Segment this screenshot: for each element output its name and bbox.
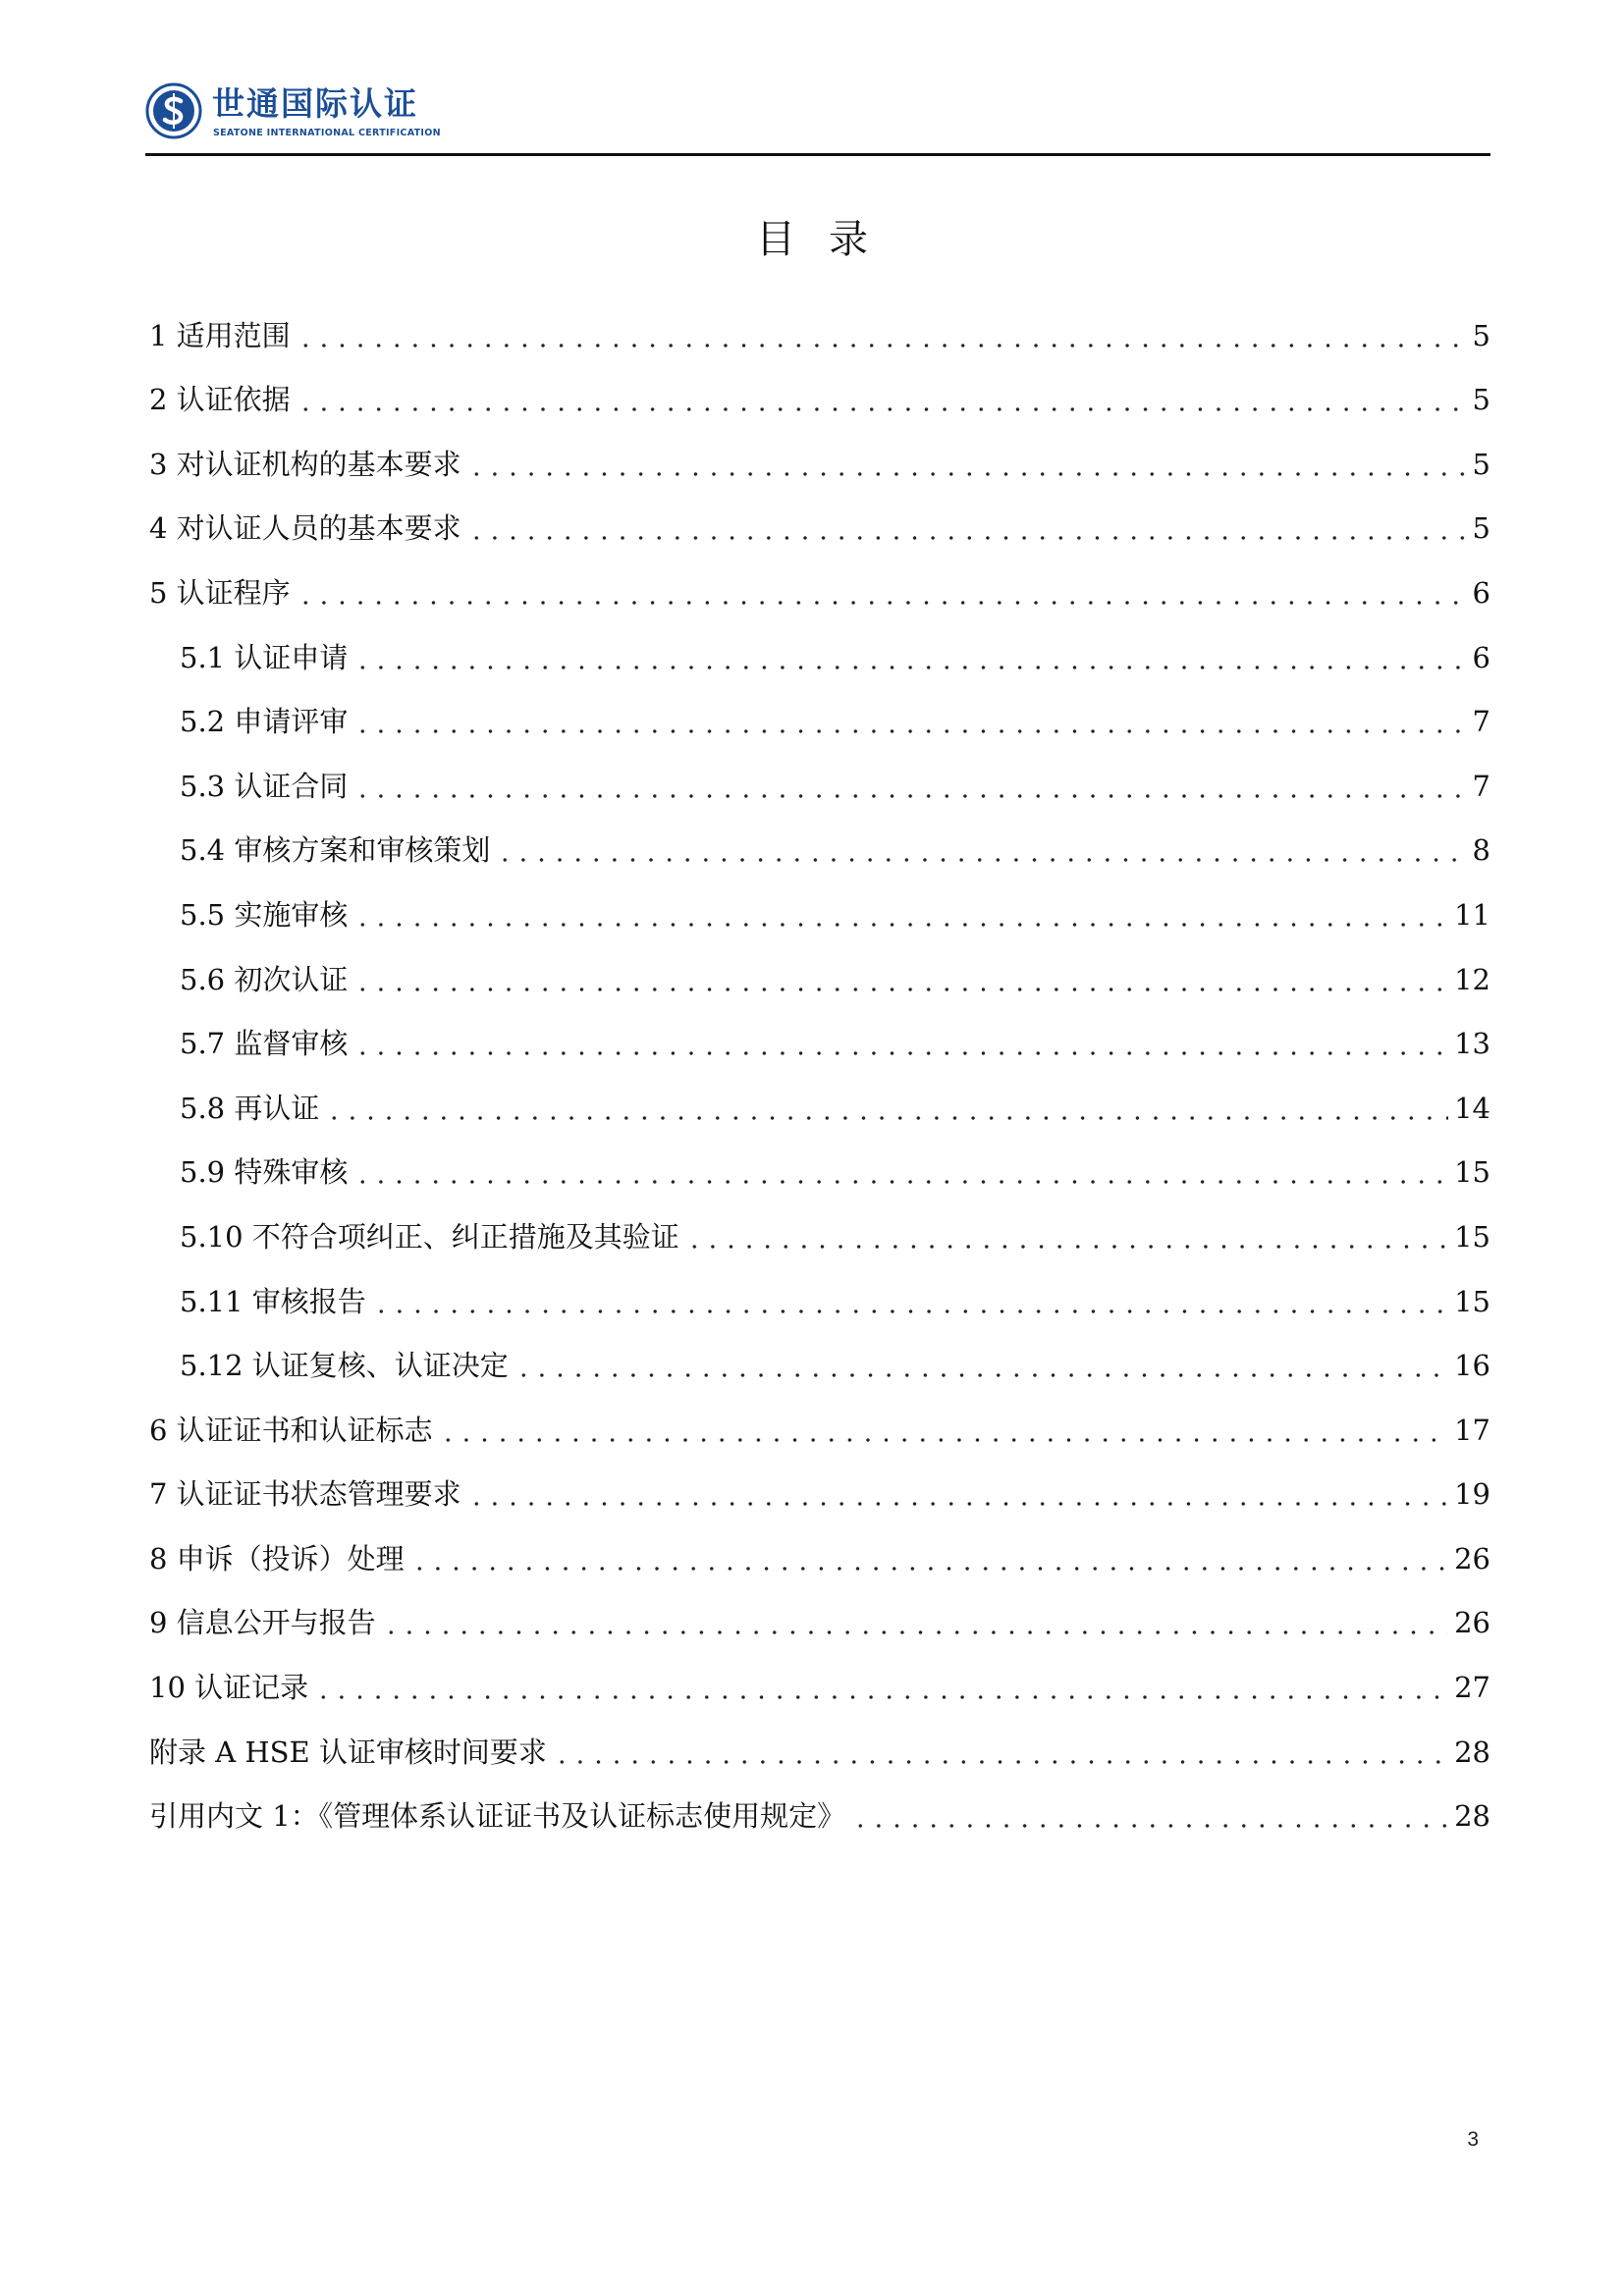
toc-entry[interactable] <box>149 1452 1490 1517</box>
toc-entry[interactable] <box>149 550 1490 614</box>
toc-entry[interactable] <box>149 743 1490 808</box>
seatone-logo-icon <box>145 82 202 139</box>
toc-entry-page: 13 <box>1454 1027 1490 1061</box>
toc-entry-label: 2 认证依据 <box>149 383 291 417</box>
toc-entry-label: 5.3 认证合同 <box>180 769 349 803</box>
toc-entry[interactable] <box>149 1130 1490 1195</box>
logo-chinese-name: 世通国际认证 <box>212 84 418 123</box>
toc-entry-label: 9 信息公开与报告 <box>149 1606 376 1640</box>
toc-entry-page: 5 <box>1472 383 1490 417</box>
toc-entry-label: 5 认证程序 <box>149 575 291 610</box>
toc-entry-page: 14 <box>1454 1091 1490 1125</box>
toc-entry-page: 12 <box>1454 962 1490 996</box>
toc-dot-leader <box>685 1215 1448 1258</box>
toc-dot-leader <box>851 1794 1448 1838</box>
toc-entry-page: 28 <box>1454 1735 1490 1769</box>
toc-dot-leader <box>325 1087 1448 1130</box>
toc-entry-page: 5 <box>1472 318 1490 352</box>
toc-entry-page: 7 <box>1472 705 1490 739</box>
toc-entry-label: 5.10 不符合项纠正、纠正措施及其验证 <box>180 1219 679 1254</box>
toc-entry-page: 26 <box>1454 1541 1490 1575</box>
toc-dot-leader <box>297 378 1467 421</box>
toc-dot-leader <box>353 893 1448 936</box>
toc-entry-label: 5.12 认证复核、认证决定 <box>180 1349 509 1383</box>
toc-entry-page: 27 <box>1454 1671 1490 1705</box>
toc-entry[interactable] <box>149 357 1490 422</box>
toc-entry-label: 8 申诉（投诉）处理 <box>149 1541 405 1575</box>
toc-entry-label: 5.1 认证申请 <box>180 640 349 674</box>
toc-entry-label: 7 认证证书状态管理要求 <box>149 1477 461 1512</box>
toc-entry-page: 15 <box>1454 1219 1490 1254</box>
toc-entry-page: 26 <box>1454 1606 1490 1640</box>
logo-english-name: SEATONE INTERNATIONAL CERTIFICATION <box>213 128 441 138</box>
toc-entry[interactable] <box>149 1258 1490 1323</box>
toc-entry-label: 5.5 实施审核 <box>180 897 349 932</box>
toc-entry[interactable] <box>149 1580 1490 1645</box>
toc-entry-label: 5.11 审核报告 <box>180 1284 366 1318</box>
toc-dot-leader <box>314 1666 1448 1709</box>
table-of-contents <box>149 293 1490 1838</box>
toc-entry-page: 17 <box>1454 1413 1490 1447</box>
toc-entry-label: 5.4 审核方案和审核策划 <box>180 833 491 868</box>
toc-entry[interactable] <box>149 293 1490 357</box>
toc-entry-page: 11 <box>1454 897 1490 932</box>
toc-dot-leader <box>382 1601 1448 1644</box>
toc-entry[interactable] <box>149 421 1490 486</box>
toc-entry[interactable] <box>149 1774 1490 1839</box>
toc-entry-page: 6 <box>1472 640 1490 674</box>
toc-entry[interactable] <box>149 1709 1490 1774</box>
toc-entry[interactable] <box>149 1644 1490 1709</box>
toc-entry-page: 15 <box>1454 1155 1490 1190</box>
toc-entry-label: 附录 A HSE 认证审核时间要求 <box>149 1735 547 1769</box>
toc-entry-label: 5.6 初次认证 <box>180 962 349 996</box>
toc-entry-page: 6 <box>1472 575 1490 610</box>
toc-entry-page: 5 <box>1472 447 1490 481</box>
toc-dot-leader <box>353 958 1448 1001</box>
toc-dot-leader <box>353 765 1466 808</box>
toc-entry[interactable] <box>149 808 1490 873</box>
toc-entry[interactable] <box>149 872 1490 936</box>
toc-dot-leader <box>553 1731 1448 1774</box>
toc-entry-label: 5.2 申请评审 <box>180 705 349 739</box>
toc-entry-label: 5.8 再认证 <box>180 1091 320 1125</box>
toc-entry[interactable] <box>149 1387 1490 1452</box>
toc-dot-leader <box>353 700 1466 743</box>
toc-entry-page: 28 <box>1454 1799 1490 1834</box>
toc-entry-label: 5.7 监督审核 <box>180 1027 349 1061</box>
toc-dot-leader <box>496 828 1466 872</box>
toc-dot-leader <box>297 571 1467 614</box>
page-header <box>145 80 1490 156</box>
toc-dot-leader <box>410 1537 1448 1580</box>
toc-entry[interactable] <box>149 486 1490 551</box>
toc-entry[interactable] <box>149 936 1490 1001</box>
toc-entry-label: 3 对认证机构的基本要求 <box>149 447 461 481</box>
toc-entry-label: 5.9 特殊审核 <box>180 1155 349 1190</box>
toc-entry[interactable] <box>149 1194 1490 1258</box>
toc-entry-label: 引用内文 1：《管理体系认证证书及认证标志使用规定》 <box>149 1799 846 1834</box>
toc-entry-page: 19 <box>1454 1477 1490 1512</box>
toc-entry[interactable] <box>149 1001 1490 1066</box>
toc-entry-label: 6 认证证书和认证标志 <box>149 1413 433 1447</box>
toc-entry-page: 15 <box>1454 1284 1490 1318</box>
toc-entry-label: 4 对认证人员的基本要求 <box>149 511 461 546</box>
toc-entry-page: 8 <box>1472 833 1490 868</box>
toc-entry-label: 10 认证记录 <box>149 1671 309 1705</box>
toc-dot-leader <box>353 636 1466 679</box>
toc-entry[interactable] <box>149 1516 1490 1580</box>
toc-dot-leader <box>439 1409 1448 1452</box>
toc-entry-page: 5 <box>1472 511 1490 546</box>
toc-dot-leader <box>467 443 1467 486</box>
toc-dot-leader <box>467 1472 1448 1516</box>
toc-dot-leader <box>353 1022 1448 1065</box>
toc-entry[interactable] <box>149 679 1490 744</box>
toc-entry[interactable] <box>149 614 1490 679</box>
toc-dot-leader <box>353 1150 1448 1194</box>
toc-dot-leader <box>297 314 1467 357</box>
toc-entry-page: 7 <box>1472 769 1490 803</box>
toc-dot-leader <box>467 507 1467 550</box>
toc-dot-leader <box>372 1280 1448 1323</box>
page-number: 3 <box>1467 2128 1479 2151</box>
toc-dot-leader <box>514 1344 1448 1387</box>
toc-entry-page: 16 <box>1454 1349 1490 1383</box>
toc-entry[interactable] <box>149 1065 1490 1130</box>
toc-entry[interactable] <box>149 1323 1490 1388</box>
toc-title: 目录 <box>756 217 901 262</box>
toc-entry-label: 1 适用范围 <box>149 318 291 352</box>
